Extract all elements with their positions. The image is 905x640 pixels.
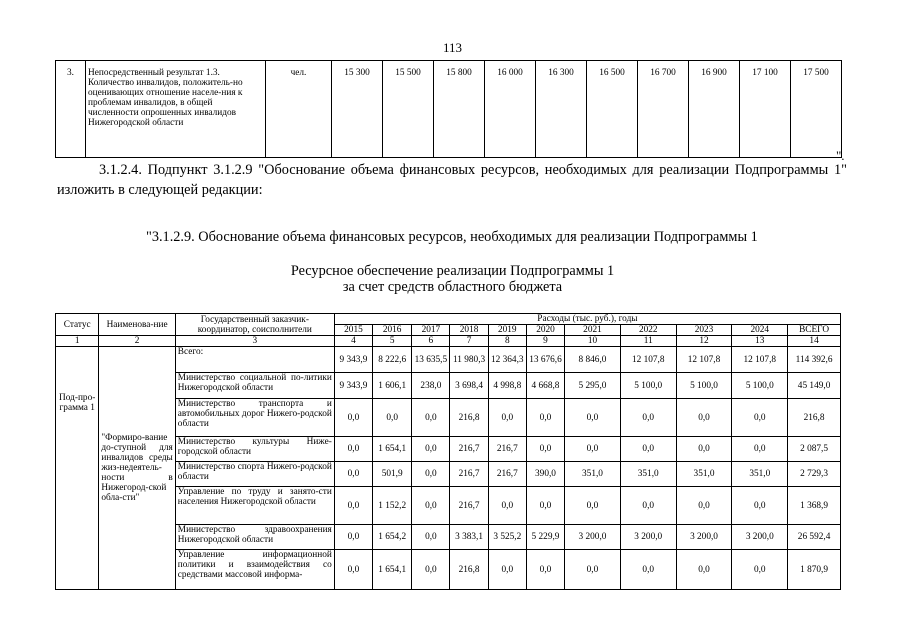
value-cell: 0,0 [412,399,450,437]
value-cell: 351,0 [565,462,621,487]
value-cell: 351,0 [676,462,732,487]
value-cell: 0,0 [565,399,621,437]
column-number: 13 [732,336,788,347]
status-cell: Под-про-грамма 1 [56,347,99,590]
value-cell: 15 500 [383,61,434,158]
value-cell: 0,0 [334,437,372,462]
value-cell: 26 592,4 [788,525,841,550]
value-cell: 0,0 [373,399,412,437]
value-cell: 0,0 [526,399,564,437]
value-cell: 12 107,8 [732,347,788,373]
page-number: 113 [442,40,463,55]
value-cell: 16 700 [638,61,689,158]
value-cell: 0,0 [488,399,526,437]
value-cell: 5 100,0 [732,373,788,399]
column-number: 5 [373,336,412,347]
column-number: 7 [450,336,488,347]
value-cell: 0,0 [412,525,450,550]
value-cell: 4 998,8 [488,373,526,399]
header-year: 2017 [412,325,450,336]
value-cell: 216,7 [488,437,526,462]
value-cell: 216,7 [450,487,488,525]
column-number: 9 [526,336,564,347]
value-cell: 0,0 [334,525,372,550]
customer-cell: Министерство здравоохранения Нижегородской области [175,525,334,550]
value-cell: 13 676,6 [526,347,564,373]
header-expenses: Расходы (тыс. руб.), годы [334,314,840,325]
value-cell: 216,7 [488,462,526,487]
column-number: 8 [488,336,526,347]
column-number: 1 [56,336,99,347]
header-year: 2021 [565,325,621,336]
column-number: 4 [334,336,372,347]
value-cell: 3 200,0 [732,525,788,550]
header-year: 2018 [450,325,488,336]
value-cell: 0,0 [334,487,372,525]
customer-cell: Министерство спорта Нижего-родской области [175,462,334,487]
value-cell: 0,0 [334,462,372,487]
value-cell: 15 300 [332,61,383,158]
value-cell: 2 087,5 [788,437,841,462]
value-cell: 0,0 [676,487,732,525]
value-cell: 0,0 [620,550,676,590]
customer-cell: Министерство социальной по-литики Нижегородской области [175,373,334,399]
customer-cell: Управление по труду и занято-сти населения Нижегородской области [175,487,334,525]
column-number: 11 [620,336,676,347]
amendment-paragraph: 3.1.2.4. Подпункт 3.1.2.9 "Обоснование объема финансовых ресурсов, необходимых для реализации Подпрограммы 1" изложить в следующей редакции: [57,162,847,198]
header-year: 2022 [620,325,676,336]
value-cell: 3 200,0 [565,525,621,550]
value-cell: 9 343,9 [334,347,372,373]
value-cell: 8 222,6 [373,347,412,373]
value-cell: 16 000 [485,61,536,158]
value-cell: 13 635,5 [412,347,450,373]
value-cell: 238,0 [412,373,450,399]
page-clip [0,594,905,640]
value-cell: 0,0 [620,487,676,525]
value-cell: 0,0 [676,399,732,437]
column-number: 6 [412,336,450,347]
section-heading: "3.1.2.9. Обоснование объема финансовых ресурсов, необходимых для реализации Подпрограммы 1 [146,229,758,245]
value-cell: 0,0 [334,399,372,437]
value-cell: 1 152,2 [373,487,412,525]
value-cell: 351,0 [620,462,676,487]
table-row [56,347,841,373]
value-cell: 5 100,0 [676,373,732,399]
closing-quote: ". [836,148,845,163]
value-cell: 0,0 [732,399,788,437]
resource-table [55,313,841,590]
value-cell: 0,0 [334,550,372,590]
value-cell: 0,0 [565,550,621,590]
value-cell: 12 107,8 [620,347,676,373]
value-cell: 0,0 [412,462,450,487]
header-status: Статус [56,314,99,336]
header-customer: Государственный заказчик-координатор, соисполнители [175,314,334,336]
indicator-table-fragment [55,60,842,158]
value-cell: 1 870,9 [788,550,841,590]
value-cell: 0,0 [526,437,564,462]
header-year: 2024 [732,325,788,336]
value-cell: 45 149,0 [788,373,841,399]
value-cell: 0,0 [412,437,450,462]
value-cell: 0,0 [676,437,732,462]
value-cell: 5 229,9 [526,525,564,550]
value-cell: 17 500 [791,61,842,158]
header-year: 2023 [676,325,732,336]
value-cell: 351,0 [732,462,788,487]
customer-cell: Всего: [175,347,334,373]
value-cell: 17 100 [740,61,791,158]
value-cell: 9 343,9 [334,373,372,399]
value-cell: 501,9 [373,462,412,487]
column-number: 14 [788,336,841,347]
value-cell: 390,0 [526,462,564,487]
value-cell: 1 654,2 [373,525,412,550]
header-name: Наименова-ние [99,314,175,336]
value-cell: 3 698,4 [450,373,488,399]
value-cell: 3 200,0 [676,525,732,550]
value-cell: 3 383,1 [450,525,488,550]
value-cell: 0,0 [732,487,788,525]
value-cell: 0,0 [565,437,621,462]
value-cell: 0,0 [526,487,564,525]
column-number: 2 [99,336,175,347]
table-row [56,61,842,158]
value-cell: 12 364,3 [488,347,526,373]
value-cell: 0,0 [412,487,450,525]
header-row [56,314,841,325]
value-cell: 0,0 [620,437,676,462]
header-year: 2020 [526,325,564,336]
value-cell: 3 200,0 [620,525,676,550]
header-year: ВСЕГО [788,325,841,336]
value-cell: 12 107,8 [676,347,732,373]
column-number: 12 [676,336,732,347]
value-cell: 1 654,1 [373,550,412,590]
value-cell: 114 392,6 [788,347,841,373]
column-number: 3 [175,336,334,347]
value-cell: 1 654,1 [373,437,412,462]
value-cell: 16 900 [689,61,740,158]
value-cell: 3 525,2 [488,525,526,550]
value-cell: 1 606,1 [373,373,412,399]
value-cell: 0,0 [732,437,788,462]
value-cell: 11 980,3 [450,347,488,373]
value-cell: 5 100,0 [620,373,676,399]
column-numbering-row [56,336,841,347]
table-subtitle: за счет средств областного бюджета [342,279,563,295]
value-cell: 8 846,0 [565,347,621,373]
value-cell: 5 295,0 [565,373,621,399]
header-year: 2015 [334,325,372,336]
row-number: 3. [56,61,86,158]
value-cell: 216,8 [450,399,488,437]
header-year: 2016 [373,325,412,336]
value-cell: 216,7 [450,437,488,462]
value-cell: 0,0 [676,550,732,590]
value-cell: 216,8 [788,399,841,437]
value-cell: 0,0 [620,399,676,437]
unit-cell: чел. [266,61,332,158]
value-cell: 1 368,9 [788,487,841,525]
table-title: Ресурсное обеспечение реализации Подпрограммы 1 [290,263,615,279]
value-cell: 15 800 [434,61,485,158]
customer-cell: Управление информационной политики и взаимодействия со средствами массовой информа- [175,550,334,590]
customer-cell: Министерство культуры Ниже-городской области [175,437,334,462]
value-cell: 0,0 [488,550,526,590]
value-cell: 16 300 [536,61,587,158]
value-cell: 2 729,3 [788,462,841,487]
customer-cell: Министерство транспорта и автомобильных дорог Нижего-родской области [175,399,334,437]
value-cell: 4 668,8 [526,373,564,399]
indicator-name: Непосредственный результат 1.3. Количество инвалидов, положитель-но оценивающих отношение населе-ния к проблемам инвалидов, в общей численности опрошенных инвалидов Нижегородской области [86,61,266,158]
value-cell: 0,0 [412,550,450,590]
value-cell: 0,0 [565,487,621,525]
value-cell: 0,0 [488,487,526,525]
value-cell: 0,0 [732,550,788,590]
value-cell: 0,0 [526,550,564,590]
program-name-cell: "Формиро-вание до-ступной для инвалидов среды жиз-недеятель-ности в Нижегород-ской обла-сти" [99,347,175,590]
header-year: 2019 [488,325,526,336]
value-cell: 16 500 [587,61,638,158]
value-cell: 216,8 [450,550,488,590]
value-cell: 216,7 [450,462,488,487]
column-number: 10 [565,336,621,347]
